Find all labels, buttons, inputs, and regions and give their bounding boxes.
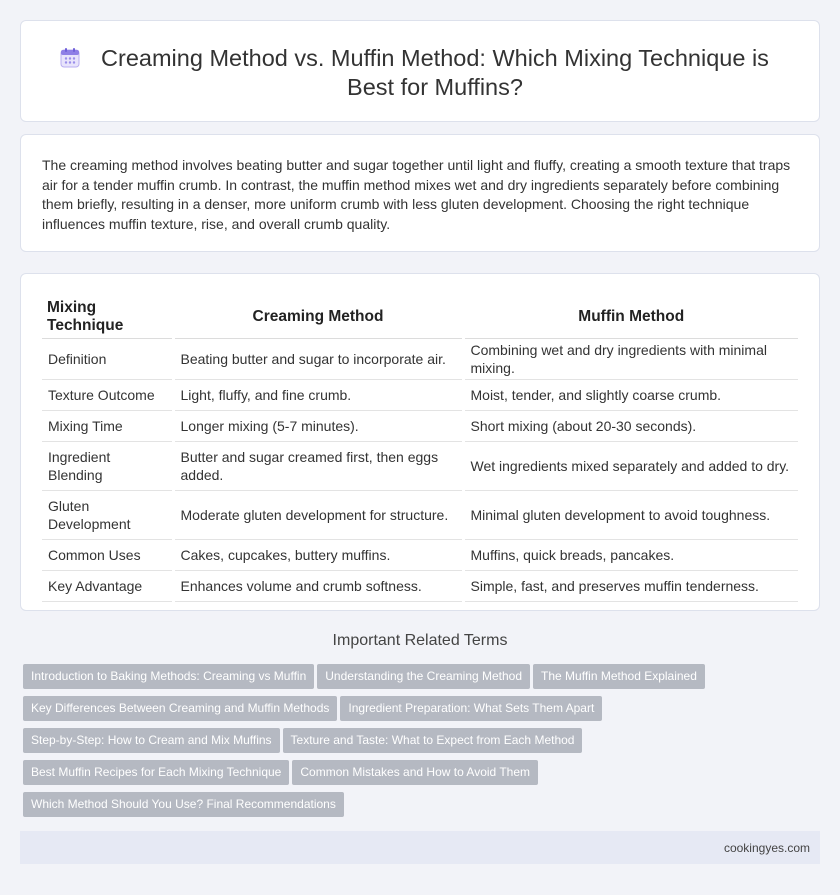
related-tags [23, 664, 743, 824]
comparison-table [42, 296, 798, 602]
table-row [42, 491, 798, 540]
table-row [42, 442, 798, 491]
tag-row [23, 760, 743, 792]
intro-card [20, 134, 820, 252]
row-label: Mixing Time [42, 411, 173, 442]
row-label: Gluten Development [42, 491, 173, 540]
comparison-card [20, 273, 820, 611]
table-header-row [42, 296, 798, 339]
creaming-cell: Light, fluffy, and fine crumb. [173, 380, 463, 411]
tag-row [23, 792, 743, 824]
table-row [42, 411, 798, 442]
related-tag[interactable]: Key Differences Between Creaming and Muffin Methods [23, 696, 337, 721]
related-tag[interactable]: Introduction to Baking Methods: Creaming vs Muffin [23, 664, 314, 689]
footer-site-link[interactable]: cookingyes.com [723, 841, 810, 855]
footer [20, 831, 820, 864]
table-row [42, 339, 798, 380]
intro-paragraph: The creaming method involves beating butter and sugar together until light and fluffy, creating a smooth texture that traps air for a tender muffin crumb. In contrast, the muffin method mixes wet and dry ingredients separately before combining them briefly, resulting in a denser, more uniform crumb with less gluten development. Choosing the right technique influences muffin texture, rise, and overall crumb quality. [42, 157, 791, 232]
related-tag[interactable]: The Muffin Method Explained [533, 664, 705, 689]
related-tag[interactable]: Common Mistakes and How to Avoid Them [292, 760, 538, 785]
muffin-cell: Muffins, quick breads, pancakes. [463, 540, 798, 571]
creaming-cell: Enhances volume and crumb softness. [173, 571, 463, 602]
header-creaming-method: Creaming Method [173, 296, 463, 339]
muffin-cell: Combining wet and dry ingredients with minimal mixing. [463, 339, 798, 380]
row-label: Key Advantage [42, 571, 173, 602]
related-tag[interactable]: Understanding the Creaming Method [317, 664, 530, 689]
related-tag[interactable]: Step-by-Step: How to Cream and Mix Muffins [23, 728, 280, 753]
muffin-cell: Wet ingredients mixed separately and added to dry. [463, 442, 798, 491]
tag-row [23, 696, 743, 728]
table-row [42, 540, 798, 571]
related-tag[interactable]: Texture and Taste: What to Expect from Each Method [283, 728, 583, 753]
related-tag[interactable]: Ingredient Preparation: What Sets Them Apart [340, 696, 602, 721]
row-label: Texture Outcome [42, 380, 173, 411]
table-row [42, 571, 798, 602]
title-card [20, 20, 820, 122]
creaming-cell: Cakes, cupcakes, buttery muffins. [173, 540, 463, 571]
creaming-cell: Moderate gluten development for structure. [173, 491, 463, 540]
related-terms-heading: Important Related Terms [332, 632, 508, 649]
creaming-cell: Longer mixing (5-7 minutes). [173, 411, 463, 442]
muffin-cell: Moist, tender, and slightly coarse crumb. [463, 380, 798, 411]
muffin-cell: Short mixing (about 20-30 seconds). [463, 411, 798, 442]
header-muffin-method: Muffin Method [463, 296, 798, 339]
tag-row [23, 728, 743, 760]
row-label: Common Uses [42, 540, 173, 571]
creaming-cell: Beating butter and sugar to incorporate air. [173, 339, 463, 380]
muffin-cell: Simple, fast, and preserves muffin tenderness. [463, 571, 798, 602]
related-tag[interactable]: Which Method Should You Use? Final Recommendations [23, 792, 344, 817]
muffin-cell: Minimal gluten development to avoid toughness. [463, 491, 798, 540]
tag-row [23, 664, 743, 696]
table-row [42, 380, 798, 411]
row-label: Ingredient Blending [42, 442, 173, 491]
related-tag[interactable]: Best Muffin Recipes for Each Mixing Technique [23, 760, 289, 785]
creaming-cell: Butter and sugar creamed first, then eggs added. [173, 442, 463, 491]
row-label: Definition [42, 339, 173, 380]
page-title: Creaming Method vs. Muffin Method: Which Mixing Technique is Best for Muffins? [101, 45, 769, 100]
header-mixing-technique: Mixing Technique [42, 296, 173, 339]
